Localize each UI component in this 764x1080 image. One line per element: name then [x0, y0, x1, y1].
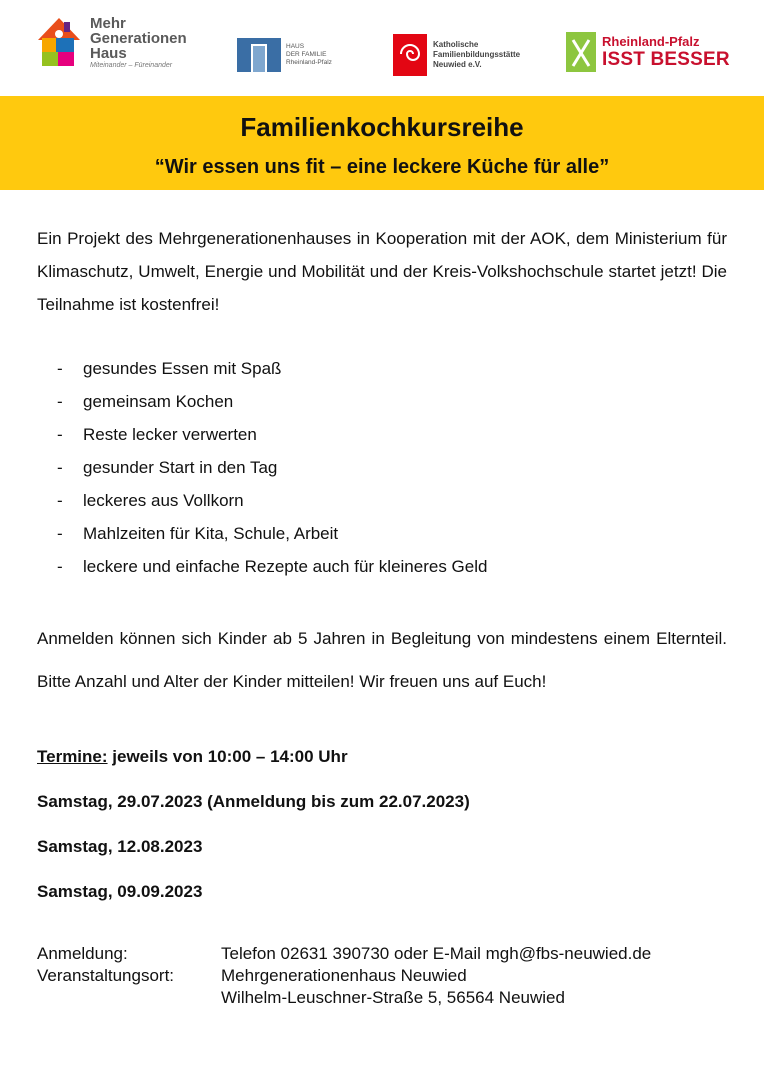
- dates-header: [37, 740, 727, 785]
- colorful-house-icon: [34, 14, 84, 72]
- list-item: - Mahlzeiten für Kita, Schule, Arbeit: [57, 524, 339, 543]
- list-item: - leckeres aus Vollkorn: [57, 491, 244, 510]
- list-item: - leckere und einfache Rezepte auch für kleineres Geld: [57, 557, 488, 576]
- list-item: - gesunder Start in den Tag: [57, 458, 278, 477]
- mgh-line2: Generationen: [90, 30, 187, 47]
- registration-value: Telefon 02631 390730 oder E-Mail mgh@fbs-neuwied.de: [221, 944, 652, 963]
- venue-name: Mehrgenerationenhaus Neuwied: [221, 966, 467, 985]
- registration-label: Anmeldung:: [37, 944, 128, 963]
- kfb-line3: Neuwied e.V.: [433, 60, 482, 69]
- date-3: Samstag, 09.09.2023: [37, 882, 203, 901]
- door-icon: [237, 38, 281, 72]
- title-banner: [0, 96, 764, 190]
- rlp-line2: ISST BESSER: [602, 49, 730, 70]
- haus-der-familie-logo: [237, 38, 332, 72]
- list-item: - gesundes Essen mit Spaß: [57, 359, 282, 378]
- fork-knife-icon: [566, 32, 596, 72]
- logo-strip: [0, 0, 764, 92]
- venue-address: Wilhelm-Leuschner-Straße 5, 56564 Neuwied: [221, 988, 565, 1007]
- venue-label: Veranstaltungsort:: [37, 966, 175, 985]
- spiral-icon: [393, 34, 427, 76]
- hdf-line3: Rheinland-Pfalz: [286, 59, 332, 66]
- registration-paragraph: Anmelden können sich Kinder ab 5 Jahren in Begleitung von mindestens einem Elternteil. Bitte Anzahl und Alter der Kinder mitteilen! Wir freuen uns auf Euch!: [37, 629, 727, 691]
- hdf-line1: HAUS: [286, 43, 305, 50]
- intro-paragraph: Ein Projekt des Mehrgenerationenhauses in Kooperation mit der AOK, dem Ministerium für Klimaschutz, Umwelt, Energie und Mobilität und der Kreis-Volkshochschule startet jetzt! Die Teilnahme ist kostenfrei!: [37, 229, 727, 314]
- date-1: Samstag, 29.07.2023 (Anmeldung bis zum 22.07.2023): [37, 792, 470, 811]
- dates-section: [37, 740, 727, 920]
- dates-label: Termine:: [37, 747, 108, 766]
- mgh-line3: Haus: [90, 45, 127, 62]
- mehrgenerationenhaus-logo: [34, 14, 187, 72]
- dates-time: jeweils von 10:00 – 14:00 Uhr: [107, 747, 348, 766]
- hdf-line2: DER FAMILIE: [286, 51, 327, 58]
- contact-section: [37, 943, 651, 1009]
- mgh-line1: Mehr: [90, 15, 126, 32]
- rlp-line1: Rheinland-Pfalz: [602, 34, 700, 49]
- mgh-tagline: Miteinander – Füreinander: [90, 62, 173, 69]
- rheinland-pfalz-isst-besser-logo: [566, 32, 730, 72]
- date-2: Samstag, 12.08.2023: [37, 837, 203, 856]
- topic-list: [57, 352, 487, 583]
- kfb-line1: Katholische: [433, 40, 479, 49]
- list-item: - Reste lecker verwerten: [57, 425, 257, 444]
- list-item: - gemeinsam Kochen: [57, 392, 234, 411]
- kfb-line2: Familienbildungsstätte: [433, 50, 521, 59]
- familienbildungsstaette-logo: [393, 34, 520, 76]
- page-subtitle: “Wir essen uns fit – eine leckere Küche für alle”: [154, 156, 610, 178]
- page-title: Familienkochkursreihe: [240, 112, 524, 142]
